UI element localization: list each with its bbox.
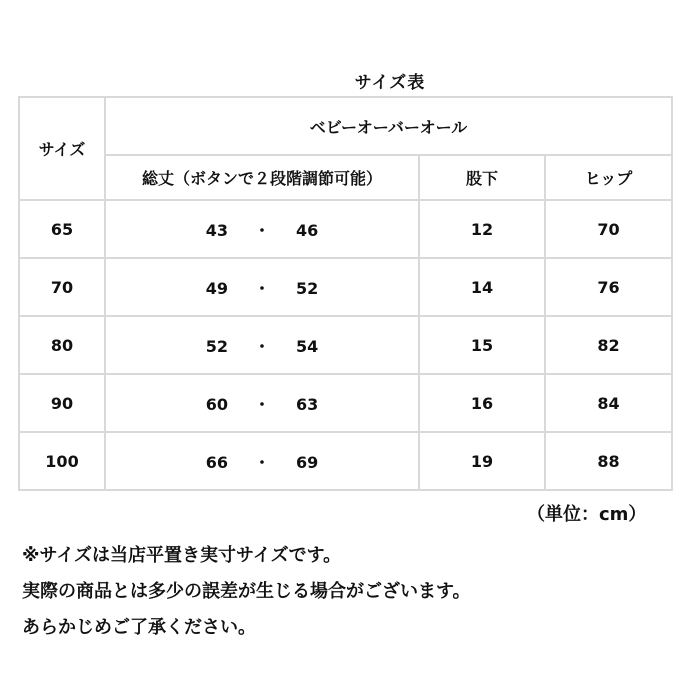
product-header: ベビーオーバーオール [105,97,672,155]
length-max: 54 [296,336,319,356]
length-max: 46 [296,220,319,240]
separator: ・ [253,452,270,472]
unit-label: （単位：cm） [527,504,647,525]
hip-header: ヒップ [545,155,672,200]
length-max: 52 [296,278,319,298]
header-row-columns [19,155,672,200]
length-max: 69 [296,452,319,472]
note-line: あらかじめご了承ください。 [22,617,256,638]
inseam-cell: 19 [419,432,545,490]
length-cell [105,258,419,316]
length-cell [105,374,419,432]
length-cell [105,200,419,258]
separator: ・ [253,278,270,298]
size-cell: 65 [19,200,105,258]
inseam-header: 股下 [419,155,545,200]
note-line: ※サイズは当店平置き実寸サイズです。 [22,545,342,566]
length-cell [105,432,419,490]
header-row-product [19,97,672,155]
length-min: 49 [205,278,228,298]
length-min: 66 [205,452,228,472]
table-row [19,374,672,432]
separator: ・ [253,394,270,414]
notes [22,538,471,646]
inseam-cell: 14 [419,258,545,316]
hip-cell: 76 [545,258,672,316]
length-header: 総丈（ボタンで２段階調節可能） [105,155,419,200]
length-min: 43 [205,220,228,240]
table-row [19,200,672,258]
table-row [19,432,672,490]
size-header: サイズ [19,97,105,200]
page-title: サイズ表 [354,73,426,93]
size-table [18,96,673,491]
separator: ・ [253,220,270,240]
length-cell [105,316,419,374]
table-row [19,316,672,374]
size-cell: 80 [19,316,105,374]
length-min: 60 [205,394,228,414]
table-row [19,258,672,316]
inseam-cell: 15 [419,316,545,374]
note-line: 実際の商品とは多少の誤差が生じる場合がございます。 [22,581,471,602]
size-cell: 90 [19,374,105,432]
inseam-cell: 12 [419,200,545,258]
size-cell: 100 [19,432,105,490]
separator: ・ [253,336,270,356]
hip-cell: 88 [545,432,672,490]
size-cell: 70 [19,258,105,316]
length-min: 52 [205,336,228,356]
length-max: 63 [296,394,319,414]
hip-cell: 70 [545,200,672,258]
hip-cell: 84 [545,374,672,432]
hip-cell: 82 [545,316,672,374]
inseam-cell: 16 [419,374,545,432]
